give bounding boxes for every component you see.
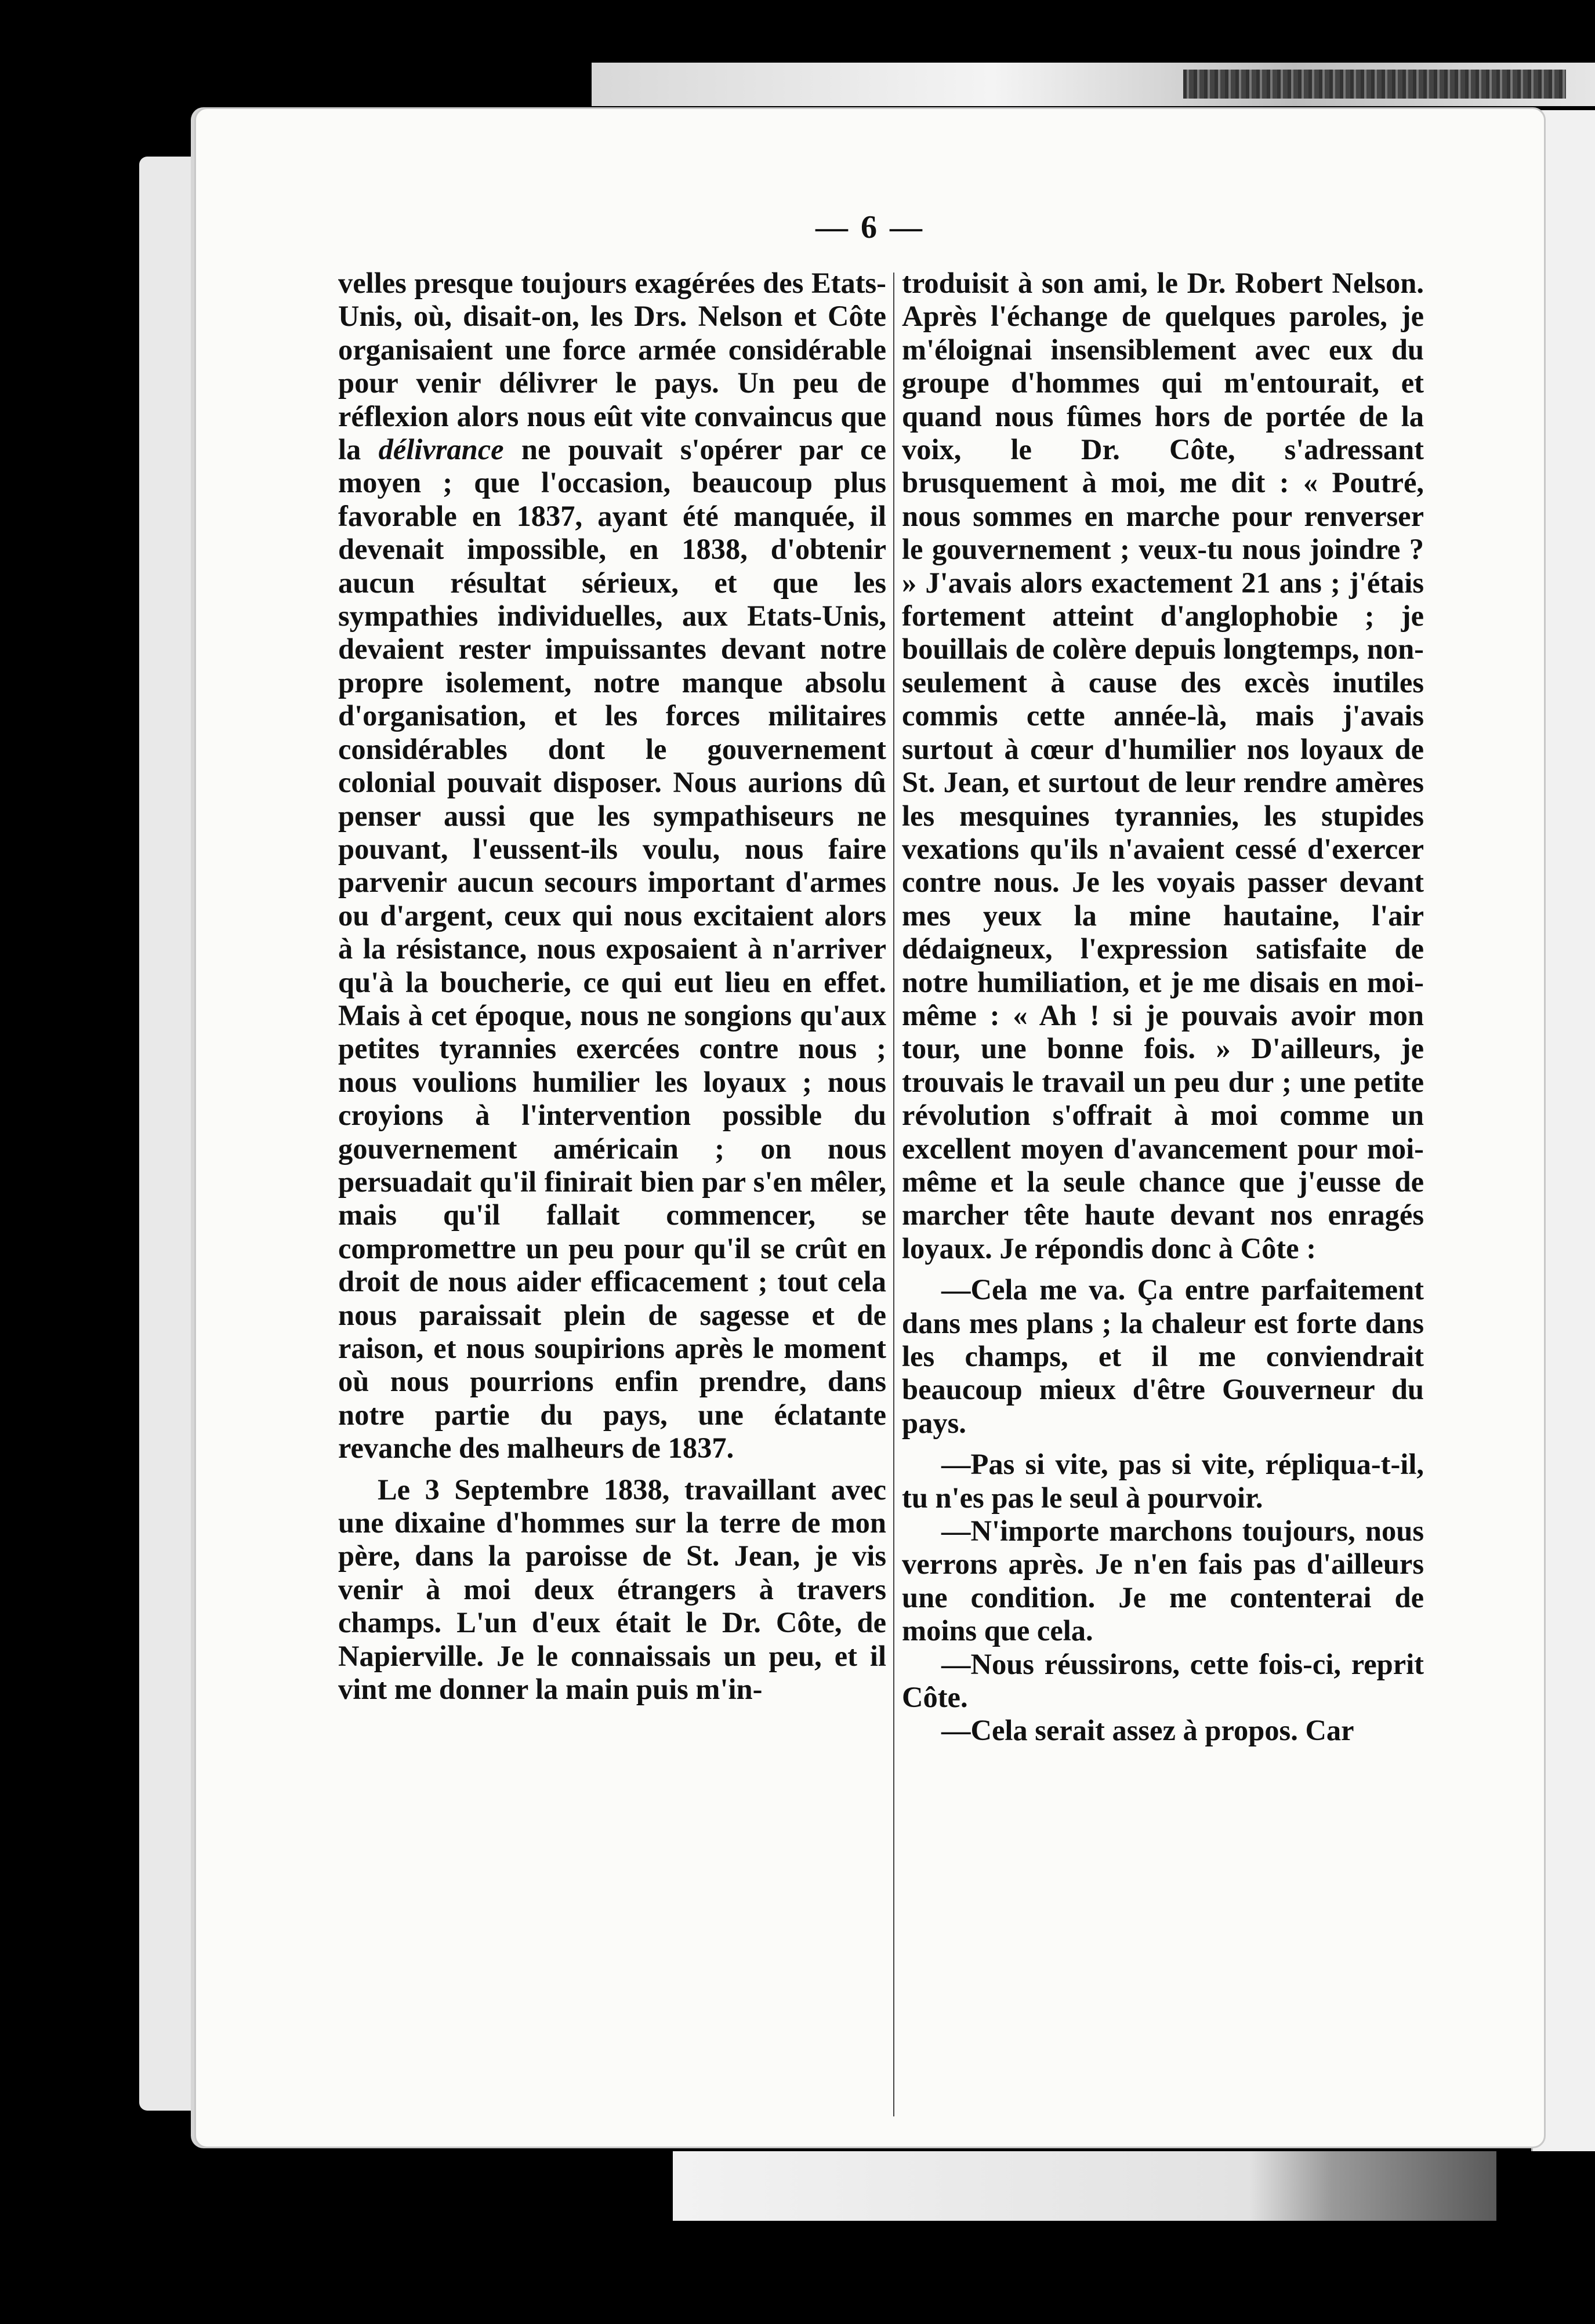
left-column	[338, 267, 886, 1706]
left-paragraph-1	[338, 267, 886, 1465]
left-paragraph-2: Le 3 Septembre 1838, travaillant avec une dixaine d'hommes sur la terre de mon père, dans la paroisse de St. Jean, je vis venir à moi deux étrangers à travers champs. L'un d'eux était le Dr. Côte, de Napierville. Je le connaissais un peu, et il vint me donner la main puis m'in-	[338, 1473, 886, 1706]
scan-border-top	[592, 63, 1595, 106]
left-paragraph-1-text-b: ne pouvait s'opérer par ce moyen ; que l'occasion, beaucoup plus favorable en 1837, ayant été manquée, il devenait impossible, en 1838, d'obtenir aucun résultat sérieux, et que les sympathies individuelles, aux Etats-Unis, devaient rester impuissantes devant notre propre isolement, notre manque absolu d'organisation, et les forces militaires considérables dont le gouvernement colonial pouvait disposer. Nous aurions dû penser aussi que les sympathiseurs ne pouvant, l'eussent-ils voulu, nous faire parvenir aucun secours important d'armes ou d'argent, ceux qui nous excitaient alors à la résistance, nous exposaient à n'arriver qu'à la boucherie, ce qui eut lieu en effet. Mais à cet époque, nous ne songions qu'aux petites tyrannies exercées contre nous ; nous voulions humilier les loyaux ; nous croyions à l'intervention possible du gouvernement américain ; on nous persuadait qu'il finirait bien par s'en mêler, mais qu'il fallait commencer, se compromettre un peu pour qu'il se crût en droit de nous aider efficacement ; tout cela nous paraissait plein de sagesse et de raison, et nous soupirions après le moment où nous pourrions enfin prendre, dans notre partie du pays, une éclatante revanche des malheurs de 1837.	[338, 433, 886, 1465]
right-paragraph-4: —N'importe marchons toujours, nous verrons après. Je n'en fais pas d'ailleurs une condition. Je me contenterai de moins que cela.	[902, 1515, 1424, 1647]
right-paragraph-6: —Cela serait assez à propos. Car	[941, 1714, 1354, 1747]
left-paragraph-1-text-a: velles presque toujours exagérées des Etats-Unis, où, disait-on, les Drs. Nelson et Côte organisaient une force armée considérable pour venir délivrer le pays. Un peu de réflexion alors nous eût vite convaincus que la	[338, 267, 886, 466]
right-paragraph-2: —Cela me va. Ça entre parfaitement dans mes plans ; la chaleur est forte dans les champs, et il me conviendrait beaucoup mieux d'être Gouverneur du pays.	[902, 1273, 1424, 1439]
scan-border-bottom	[673, 2151, 1496, 2221]
scan-noise-band	[1183, 70, 1566, 99]
right-column	[902, 267, 1424, 1748]
column-divider	[893, 273, 894, 2116]
right-paragraph-3: —Pas si vite, pas si vite, répliqua-t-il, tu n'es pas le seul à pourvoir.	[902, 1448, 1424, 1514]
left-paragraph-1-italic: délivrance	[378, 433, 504, 466]
right-paragraph-1: troduisit à son ami, le Dr. Robert Nelson. Après l'échange de quelques paroles, je m'éloignai insensiblement avec eux du groupe d'hommes qui m'entourait, et quand nous fûmes hors de portée de la voix, le Dr. Côte, s'adressant brusquement à moi, me dit : « Poutré, nous sommes en marche pour renverser le gouvernement ; veux-tu nous joindre ? » J'avais alors exactement 21 ans ; j'étais fortement atteint d'anglophobie ; je bouillais de colère depuis longtemps, non-seulement à cause des excès inutiles commis cette année-là, mais j'avais surtout à cœur d'humilier nos loyaux de St. Jean, et surtout de leur rendre amères les mesquines tyrannies, les stupides vexations qu'ils n'avaient cessé d'exercer contre nous. Je les voyais passer devant mes yeux la mine hautaine, l'air dédaigneux, l'expression satisfaite de notre humiliation, et je me disais en moi-même : « Ah ! si je pouvais avoir mon tour, une bonne fois. » D'ailleurs, je trouvais le travail un peu dur ; une petite révolution s'offrait à moi comme un excellent moyen d'avancement pour moi-même et la seule chance que j'eusse de marcher tête haute devant nos enragés loyaux. Je répondis donc à Côte :	[902, 267, 1424, 1265]
page-number: — 6 —	[815, 209, 925, 245]
right-paragraph-5: —Nous réussirons, cette fois-ci, reprit Côte.	[902, 1647, 1424, 1714]
